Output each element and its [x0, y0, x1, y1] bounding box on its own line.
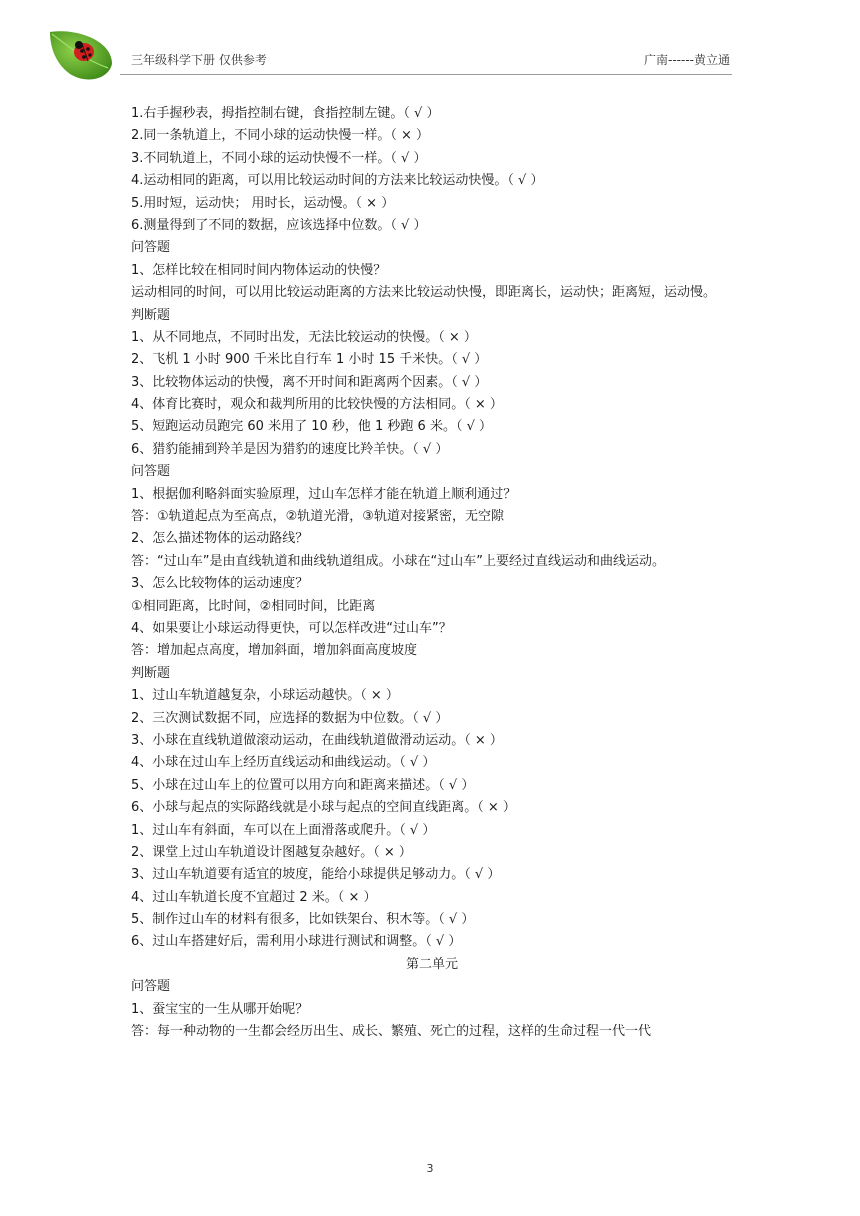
text-line: 答：增加起点高度，增加斜面，增加斜面高度坡度 [131, 643, 418, 659]
text-line: 2、怎么描述物体的运动路线？ [131, 531, 309, 547]
page-header [0, 0, 860, 95]
header-right-text: 广南------黄立通 [644, 53, 730, 67]
text-line: 3、怎么比较物体的运动速度？ [131, 576, 309, 592]
text-line: 2、三次测试数据不同，应选择的数据为中位数。（ √ ） [131, 710, 449, 726]
text-line: 1.右手握秒表，拇指控制右键，食指控制左键。（ √ ） [131, 106, 440, 121]
text-line: 4、小球在过山车上经历直线运动和曲线运动。（ √ ） [131, 755, 436, 771]
text-line: 答：①轨道起点为至高点，②轨道光滑，③轨道对接紧密，无空隙 [131, 509, 504, 525]
text-line: 6、过山车搭建好后，需利用小球进行测试和调整。（ √ ） [131, 934, 462, 950]
text-line: 问答题 [131, 979, 171, 995]
header-left-text: 三年级科学下册 仅供参考 [131, 53, 267, 67]
text-line: 5、短跑运动员跑完 60 米用了 10 秒，他 1 秒跑 6 米。（ √ ） [131, 419, 493, 435]
text-line: 问答题 [131, 464, 171, 480]
text-line: 1、根据伽利略斜面实验原理，过山车怎样才能在轨道上顺利通过？ [131, 486, 517, 502]
text-line: 1、过山车轨道越复杂，小球运动越快。（ × ） [131, 688, 399, 704]
text-line: 4、过山车轨道长度不宜超过 2 米。（ × ） [131, 889, 377, 905]
text-line: 4、体育比赛时，观众和裁判所用的比较快慢的方法相同。（ × ） [131, 397, 503, 413]
text-line: 第二单元 [405, 956, 458, 972]
text-line: 2、课堂上过山车轨道设计图越复杂越好。（ × ） [131, 844, 412, 860]
text-line: 3、小球在直线轨道做滚动运动，在曲线轨道做滑动运动。（ × ） [131, 732, 503, 748]
text-line: 1、怎样比较在相同时间内物体运动的快慢？ [131, 262, 387, 278]
text-line: 判断题 [131, 665, 171, 681]
document-body [131, 103, 733, 1043]
text-line: 3、比较物体运动的快慢，离不开时间和距离两个因素。（ √ ） [131, 374, 488, 390]
text-line: 答：“过山车”是由直线轨道和曲线轨道组成。小球在“过山车”上要经过直线运动和曲线运动。 [131, 553, 665, 569]
text-line: 2、飞机 1 小时 900 千米比自行车 1 小时 15 千米快。（ √ ） [131, 352, 488, 368]
text-line: 3.不同轨道上，不同小球的运动快慢不一样。（ √ ） [131, 150, 427, 166]
text-line: 1、从不同地点，不同时出发，无法比较运动的快慢。（ × ） [131, 329, 477, 345]
text-line: 1、蚕宝宝的一生从哪开始呢？ [131, 1001, 309, 1017]
ladybug-on-leaf-icon [46, 26, 118, 84]
text-line: 6.测量得到了不同的数据，应该选择中位数。（ √ ） [131, 217, 427, 233]
page-number: 3 [426, 1162, 434, 1175]
text-line: 判断题 [131, 307, 171, 323]
text-line: 运动相同的时间，可以用比较运动距离的方法来比较运动快慢，即距离长，运动快；距离短，运动慢。 [131, 285, 717, 301]
text-line: 5、小球在过山车上的位置可以用方向和距离来描述。（ √ ） [131, 777, 475, 793]
text-line: 6、小球与起点的实际路线就是小球与起点的空间直线距离。（ × ） [131, 800, 516, 816]
text-line: 4.运动相同的距离，可以用比较运动时间的方法来比较运动快慢。（ √ ） [131, 173, 544, 189]
text-line: 答：每一种动物的一生都会经历出生、成长、繁殖、死亡的过程，这样的生命过程一代一代 [131, 1024, 652, 1040]
header-divider [120, 74, 732, 75]
text-line: ①相同距离，比时间，②相同时间，比距离 [131, 598, 376, 614]
text-line: 5、制作过山车的材料有很多，比如铁架台、积木等。（ √ ） [131, 912, 475, 928]
text-line: 2.同一条轨道上，不同小球的运动快慢一样。（ × ） [131, 128, 430, 144]
text-line: 1、过山车有斜面，车可以在上面滑落或爬升。（ √ ） [131, 822, 436, 838]
text-line: 问答题 [131, 240, 171, 256]
text-line: 6、猎豹能捕到羚羊是因为猎豹的速度比羚羊快。（ √ ） [131, 441, 449, 457]
text-line: 3、过山车轨道要有适宜的坡度，能给小球提供足够动力。（ √ ） [131, 867, 501, 883]
text-line: 5.用时短，运动快； 用时长，运动慢。（ × ） [131, 195, 395, 211]
text-line: 4、如果要让小球运动得更快，可以怎样改进“过山车”？ [131, 621, 452, 637]
